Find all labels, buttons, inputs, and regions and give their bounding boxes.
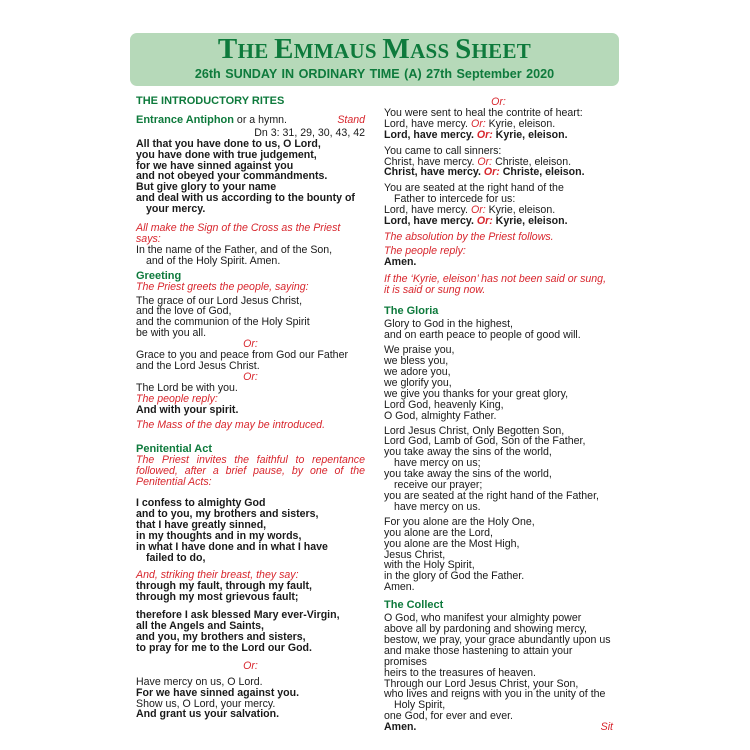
- text-line: I confess to almighty God: [136, 497, 266, 509]
- or-inline: Or:: [470, 204, 486, 217]
- text-line: You came to call sinners:: [384, 144, 502, 157]
- text-line: Through our Lord Jesus Christ, your Son,: [384, 677, 579, 690]
- text-line: Grace to you and peace from God our Father: [136, 349, 348, 362]
- confiteor-part-2: [136, 581, 365, 603]
- people-reply-rubric: The people reply:: [136, 392, 218, 405]
- text-line: and deal with us according to the bounty of: [136, 192, 355, 205]
- text-span: Lord, have mercy.: [384, 128, 477, 141]
- header-banner: [130, 33, 619, 86]
- amen-response: Amen.: [384, 255, 417, 268]
- text-line: one God, for ever and ever.: [384, 710, 513, 723]
- text-line: Glory to God in the highest,: [384, 318, 513, 331]
- greeting-title: Greeting: [136, 269, 182, 282]
- text-line: you are seated at the right hand of the Father,: [384, 490, 599, 502]
- text-line: above all by pardoning and showing mercy,: [384, 622, 587, 635]
- penitential-rubric: The Priest invites the faithful to repentance followed, after a brief pause, by one of the Penitential Acts:: [136, 454, 365, 489]
- gloria-stanza: [384, 517, 613, 593]
- text-span: Christe, eleison.: [492, 155, 572, 168]
- text-line: Show us, O Lord, your mercy.: [136, 697, 276, 710]
- title-part: HEET: [471, 39, 532, 63]
- text-line: we adore you,: [384, 366, 451, 379]
- text-span: Christe, eleison.: [499, 166, 585, 179]
- mass-introduced-rubric: The Mass of the day may be introduced.: [136, 419, 326, 432]
- sign-cross-rubric: All make the Sign of the Cross as the Priest says:: [136, 222, 341, 245]
- left-column: [136, 92, 365, 720]
- text-line: you take away the sins of the world,: [384, 468, 552, 481]
- kyrie-response: [384, 216, 613, 227]
- sit-rubric: Sit: [600, 721, 613, 734]
- text-line: Have mercy on us, O Lord.: [136, 675, 263, 688]
- gloria-stanza: [384, 426, 613, 513]
- text-line: and the communion of the Holy Spirit: [136, 316, 310, 329]
- text-line: in my thoughts and in my words,: [136, 529, 302, 542]
- text-line: bestow, we pray, your grace abundantly upon us: [384, 633, 611, 646]
- text-line: we glorify you,: [384, 376, 452, 389]
- penitential-title: Penitential Act: [136, 443, 212, 456]
- kyrie-response: [384, 167, 613, 178]
- page-title: [130, 34, 619, 66]
- or-rubric: Or:: [243, 659, 258, 672]
- text-line: All that you have done to us, O Lord,: [136, 137, 321, 150]
- title-part: HE: [237, 39, 275, 63]
- or-rubric: Or:: [243, 370, 258, 383]
- text-line: and the Lord Jesus Christ.: [136, 359, 260, 372]
- absolution-rubric: The absolution by the Priest follows.: [384, 230, 554, 243]
- text-line: And grant us your salvation.: [136, 708, 280, 721]
- text-line: in what I have done and in what I have: [136, 540, 328, 553]
- text-line: O God, who manifest your almighty power: [384, 612, 582, 625]
- text-line: we give you thanks for your great glory,: [384, 387, 569, 400]
- text-line: through my fault, through my fault,: [136, 580, 312, 593]
- confiteor-part-3: [136, 610, 365, 654]
- scripture-reference: Dn 3: 31, 29, 30, 43, 42: [254, 126, 365, 139]
- entrance-suffix: or a hymn.: [233, 113, 287, 126]
- collect-amen-line: [384, 722, 613, 733]
- title-part: ASS: [410, 39, 456, 63]
- text-span: Lord, have mercy.: [384, 204, 471, 217]
- text-line: you alone are the Most High,: [384, 537, 520, 550]
- text-span: Kyrie, eleison.: [485, 204, 556, 217]
- text-line: But give glory to your name: [136, 181, 277, 194]
- text-line: Jesus Christ,: [384, 548, 446, 561]
- text-line: and you, my brothers and sisters,: [136, 630, 306, 643]
- striking-rubric: And, striking their breast, they say:: [136, 569, 299, 582]
- or-inline: Or:: [470, 117, 486, 130]
- text-line: You are seated at the right hand of the: [384, 182, 564, 195]
- right-column: [384, 92, 613, 733]
- text-line: The Lord be with you.: [136, 381, 238, 394]
- text-line: Father to intercede for us:: [394, 193, 516, 206]
- text-line: receive our prayer;: [394, 479, 483, 492]
- text-line: Lord Jesus Christ, Only Begotten Son,: [384, 424, 565, 437]
- amen-response: Amen.: [384, 721, 417, 734]
- title-part: M: [382, 33, 411, 65]
- text-span: Kyrie, eleison.: [492, 215, 568, 228]
- text-line: Lord God, Lamb of God, Son of the Father,: [384, 435, 586, 448]
- title-part: T: [217, 33, 238, 65]
- text-line: failed to do,: [146, 551, 206, 564]
- text-line: who lives and reigns with you in the unity of the: [384, 688, 606, 701]
- text-line: have mercy on us;: [394, 457, 481, 470]
- text-line: your mercy.: [146, 203, 206, 216]
- or-inline: Or:: [483, 166, 500, 179]
- text-line: for we have sinned against you: [136, 159, 294, 172]
- entrance-label: Entrance Antiphon: [136, 113, 234, 126]
- or-inline: Or:: [477, 155, 493, 168]
- text-span: Lord, have mercy.: [384, 117, 471, 130]
- sign-cross-line: and of the Holy Spirit. Amen.: [146, 254, 281, 267]
- text-line: You were sent to heal the contrite of heart:: [384, 106, 583, 119]
- text-line: all the Angels and Saints,: [136, 620, 264, 633]
- greeting-text: [136, 296, 365, 340]
- title-part: S: [455, 33, 472, 65]
- text-line: and on earth peace to people of good will.: [384, 329, 581, 342]
- text-line: you take away the sins of the world,: [384, 446, 552, 459]
- text-line: be with you all.: [136, 327, 207, 340]
- text-line: and the love of God,: [136, 305, 232, 318]
- or-rubric: Or:: [491, 96, 506, 108]
- or-inline: Or:: [476, 128, 493, 141]
- text-line: heirs to the treasures of heaven.: [384, 666, 536, 679]
- text-line: We praise you,: [384, 344, 455, 357]
- text-line: O God, almighty Father.: [384, 409, 497, 422]
- text-line: to pray for me to the Lord our God.: [136, 641, 312, 654]
- or-rubric: Or:: [243, 338, 258, 351]
- text-line: For we have sinned against you.: [136, 686, 300, 699]
- text-line: you alone are the Lord,: [384, 526, 493, 539]
- antiphon-text: [136, 139, 365, 215]
- text-line: The grace of our Lord Jesus Christ,: [136, 294, 303, 307]
- entrance-antiphon-line: [136, 115, 365, 126]
- section-title: THE INTRODUCTORY RITES: [136, 95, 285, 107]
- confiteor-part-1: [136, 498, 365, 563]
- collect-title: The Collect: [384, 599, 444, 612]
- text-line: therefore I ask blessed Mary ever-Virgin,: [136, 609, 340, 622]
- text-span: Kyrie, eleison.: [492, 128, 568, 141]
- text-span: Kyrie, eleison.: [485, 117, 556, 130]
- text-line: Holy Spirit,: [394, 699, 446, 712]
- greeting-rubric: The Priest greets the people, saying:: [136, 280, 309, 293]
- text-line: and not obeyed your commandments.: [136, 170, 328, 183]
- title-part: MMAUS: [293, 39, 383, 63]
- text-line: we bless you,: [384, 355, 449, 368]
- text-line: that I have greatly sinned,: [136, 518, 267, 531]
- text-line: For you alone are the Holy One,: [384, 515, 535, 528]
- people-reply-rubric: The people reply:: [384, 244, 466, 257]
- text-line: with the Holy Spirit,: [384, 559, 475, 572]
- text-span: Christ, have mercy.: [384, 155, 478, 168]
- text-line: and make those hastening to attain your promises: [384, 644, 573, 668]
- text-span: Lord, have mercy.: [384, 215, 477, 228]
- text-line: and to you, my brothers and sisters,: [136, 507, 319, 520]
- text-line: Lord God, heavenly King,: [384, 398, 504, 411]
- text-span: Christ, have mercy.: [384, 166, 484, 179]
- stand-rubric: Stand: [337, 113, 365, 126]
- gloria-stanza: [384, 345, 613, 421]
- text-line: through my most grievous fault;: [136, 591, 299, 604]
- or-inline: Or:: [476, 215, 493, 228]
- kyrie-response: [384, 130, 613, 141]
- gloria-stanza: [384, 319, 613, 341]
- sign-cross-line: In the name of the Father, and of the Son,: [136, 243, 333, 256]
- title-part: E: [274, 33, 294, 65]
- page-subtitle: 26th SUNDAY IN ORDINARY TIME (A) 27th September 2020: [194, 67, 555, 81]
- response-line: And with your spirit.: [136, 403, 239, 416]
- text-line: in the glory of God the Father.: [384, 570, 525, 583]
- gloria-title: The Gloria: [384, 304, 439, 317]
- kyrie-note-rubric: If the ‘Kyrie, eleison’ has not been said or sung, it is said or sung now.: [384, 272, 607, 296]
- collect-text: [384, 613, 613, 733]
- text-line: have mercy on us.: [394, 500, 481, 513]
- text-line: you have done with true judgement,: [136, 148, 317, 161]
- text-line: Amen.: [384, 581, 415, 594]
